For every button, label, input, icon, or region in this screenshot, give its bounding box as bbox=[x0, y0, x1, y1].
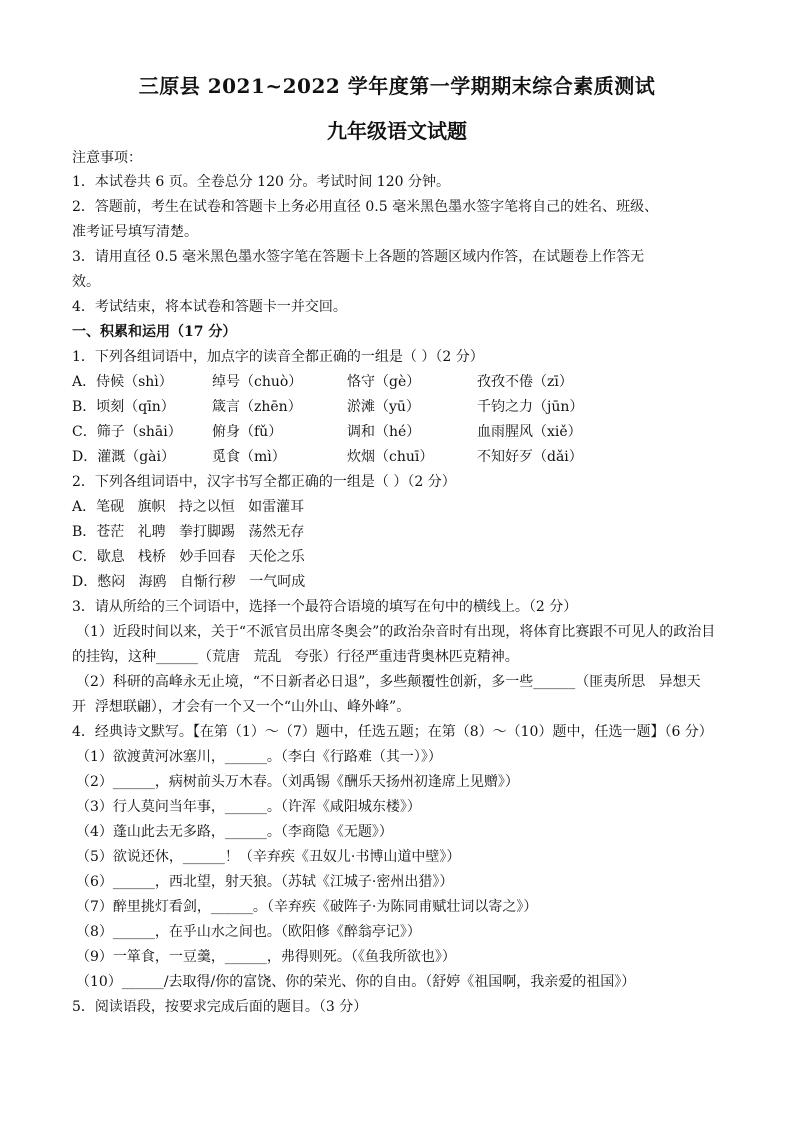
question-2-option-b: B．苍茫 礼聘 拳打脚踢 荡然无存 bbox=[72, 524, 305, 540]
question-3-part-1a: （1）近段时间以来，关于“不派官员出席冬奥会”的政治杂音时有出现，将体育比赛跟不可见人的政治目 bbox=[76, 624, 716, 640]
option-cell: 觅食（mì） bbox=[212, 449, 286, 465]
notice-heading: 注意事项： bbox=[72, 150, 142, 166]
question-4-stem: 4．经典诗文默写。【在第（1）～（7）题中，任选五题；在第（8）～（10）题中，任选一题】（6 分） bbox=[72, 724, 713, 740]
question-2-option-c: C．歇息 栈桥 妙手回春 天伦之乐 bbox=[72, 549, 305, 565]
question-3-part-1b: 的挂钩，这种______（荒唐 荒乱 夸张）行径严重违背奥林匹克精神。 bbox=[72, 649, 519, 665]
option-cell: A．侍候（shì） bbox=[72, 374, 173, 390]
option-cell: 俯身（fǔ） bbox=[212, 424, 283, 440]
notice-item-2a: 2．答题前，考生在试卷和答题卡上务必用直径 0.5 毫米黑色墨水签字笔将自己的姓名、班级、 bbox=[72, 199, 659, 215]
question-2-stem: 2．下列各组词语中，汉字书写全都正确的一组是（ ）（2 分） bbox=[72, 474, 456, 490]
question-4-item-6: （6）______，西北望，射天狼。（苏轼《江城子·密州出猎》） bbox=[76, 874, 454, 890]
notice-item-1: 1．本试卷共 6 页。全卷总分 120 分。考试时间 120 分钟。 bbox=[72, 174, 450, 190]
notice-item-3b: 效。 bbox=[72, 274, 100, 290]
option-cell: 千钧之力（jūn） bbox=[477, 399, 584, 415]
option-cell: 不知好歹（dǎi） bbox=[477, 449, 583, 465]
option-cell: 绰号（chuò） bbox=[212, 374, 303, 390]
question-4-item-8: （8）______，在乎山水之间也。（欧阳修《醉翁亭记》） bbox=[76, 924, 421, 940]
question-4-item-3: （3）行人莫问当年事，______。（许浑《咸阳城东楼》） bbox=[76, 799, 421, 815]
option-cell: 调和（hé） bbox=[347, 424, 421, 440]
question-3-part-2a: （2）科研的高峰永无止境，“不日新者必日退”，多些颠覆性创新，多一些______（匪夷所思 异想天 bbox=[76, 674, 701, 690]
question-4-item-9: （9）一箪食，一豆羹，______，弗得则死。（《鱼我所欲也》） bbox=[76, 949, 456, 965]
option-cell: 炊烟（chuī） bbox=[347, 449, 434, 465]
exam-title: 三原县 2021~2022 学年度第一学期期末综合素质测试 bbox=[138, 74, 656, 98]
option-cell: C．筛子（shāi） bbox=[72, 424, 182, 440]
question-4-item-4: （4）蓬山此去无多路，______。（李商隐《无题》） bbox=[76, 824, 393, 840]
option-cell: 箴言（zhēn） bbox=[212, 399, 302, 415]
question-1-stem: 1．下列各组词语中，加点字的读音全都正确的一组是（ ）（2 分） bbox=[72, 349, 484, 365]
exam-subtitle: 九年级语文试题 bbox=[327, 119, 467, 143]
question-2-option-d: D．憋闷 海鸥 自惭行秽 一气呵成 bbox=[72, 574, 306, 590]
option-cell: 淤滩（yū） bbox=[347, 399, 420, 415]
section-heading: 一、积累和运用（17 分） bbox=[72, 324, 237, 340]
question-4-item-5: （5）欲说还休，______！（辛弃疾《丑奴儿·书博山道中壁》） bbox=[76, 849, 461, 865]
question-3-part-2b: 开 浮想联翩），才会有一个又一个“山外山、峰外峰”。 bbox=[72, 699, 411, 715]
option-cell: B．顷刻（qīn） bbox=[72, 399, 175, 415]
question-2-option-a: A．笔砚 旗帜 持之以恒 如雷灌耳 bbox=[72, 499, 305, 515]
option-cell: 血雨腥风（xiě） bbox=[477, 424, 582, 440]
question-4-item-2: （2）______，病树前头万木春。（刘禹锡《酬乐天扬州初逢席上见赠》） bbox=[76, 774, 519, 790]
question-4-item-1: （1）欲渡黄河冰塞川，______。（李白《行路难（其一）》） bbox=[76, 749, 442, 765]
question-4-item-7: （7）醉里挑灯看剑，______。（辛弃疾《破阵子·为陈同甫赋壮词以寄之》） bbox=[76, 899, 538, 915]
question-3-stem: 3．请从所给的三个词语中，选择一个最符合语境的填写在句中的横线上。（2 分） bbox=[72, 599, 578, 615]
option-cell: D．灌溉（gài） bbox=[72, 449, 176, 465]
notice-item-2b: 准考证号填写清楚。 bbox=[72, 224, 198, 240]
notice-item-4: 4．考试结束，将本试卷和答题卡一并交回。 bbox=[72, 299, 347, 315]
option-cell: 孜孜不倦（zī） bbox=[477, 374, 573, 390]
question-5-stem: 5．阅读语段，按要求完成后面的题目。（3 分） bbox=[72, 999, 368, 1015]
notice-item-3a: 3．请用直径 0.5 毫米黑色墨水签字笔在答题卡上各题的答题区域内作答，在试题卷上作答无 bbox=[72, 249, 645, 265]
option-cell: 恪守（gè） bbox=[347, 374, 421, 390]
question-4-item-10: （10）______/去取得/你的富饶、你的荣光、你的自由。（舒婷《祖国啊，我亲爱的祖国》） bbox=[76, 974, 636, 990]
